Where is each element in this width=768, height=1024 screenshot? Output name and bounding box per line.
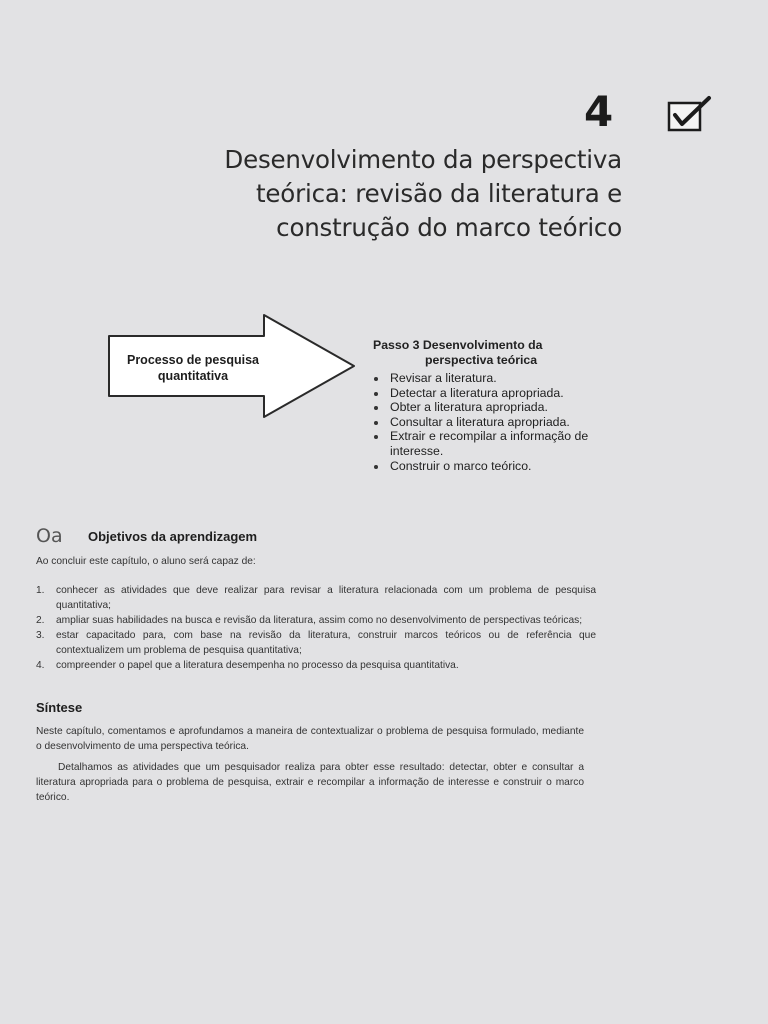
objectives-header [36, 527, 257, 545]
objectives-item-number: 1. [36, 585, 45, 596]
step-box [373, 338, 613, 473]
objectives-item-text: conhecer as atividades que deve realizar para revisar a literatura relacionada com um problema de pesquisa quantitativa; [56, 585, 596, 611]
objectives-item [36, 583, 596, 613]
objectives-item-number: 4. [36, 660, 45, 671]
chapter-number: 4 [584, 87, 614, 136]
objectives-title: Objetivos da aprendizagem [88, 528, 258, 544]
checkbox-check-icon [667, 95, 713, 135]
step-list-item: Obter a literatura apropriada. [373, 400, 613, 415]
chapter-title-line: teórica: revisão da literatura e [256, 179, 622, 208]
oa-icon [36, 527, 74, 545]
step-heading-line: Passo 3 Desenvolvimento da [373, 338, 543, 352]
chapter-title [150, 143, 622, 245]
svg-text:Oa: Oa [36, 527, 63, 545]
synthesis-paragraph: Neste capítulo, comentamos e aprofundamos a maneira de contextualizar o problema de pesquisa formulado, mediante o desenvolvimento de uma perspectiva teórica. [36, 726, 584, 752]
step-list-item: Construir o marco teórico. [373, 459, 613, 474]
synthesis-title: Síntese [36, 700, 83, 715]
step-list-item: Consultar a literatura apropriada. [373, 415, 613, 430]
step-list-item: Extrair e recompilar a informação de interesse. [373, 429, 613, 458]
objectives-item-number: 3. [36, 630, 45, 641]
objectives-intro: Ao concluir este capítulo, o aluno será capaz de: [36, 556, 256, 567]
objectives-item [36, 613, 596, 628]
objectives-item [36, 658, 596, 673]
objectives-list [36, 583, 596, 673]
step-list-item: Revisar a literatura. [373, 371, 613, 386]
process-arrow-label: Processo de pesquisa quantitativa [126, 353, 259, 383]
step-heading-line: perspectiva teórica [425, 353, 538, 367]
objectives-item-text: ampliar suas habilidades na busca e revisão da literatura, assim como no desenvolvimento de perspectivas teóricas; [56, 615, 583, 626]
step-list [373, 371, 613, 473]
synthesis-paragraph: Detalhamos as atividades que um pesquisador realiza para obter esse resultado: detectar, obter e consultar a literatura apropriada para o problema de pesquisa, extrair e recompilar a informação de interesse e construir o marco teórico. [36, 762, 584, 803]
step-heading [373, 338, 613, 368]
objectives-item-text: compreender o papel que a literatura desempenha no processo da pesquisa quantitativa. [56, 660, 459, 671]
objectives-item [36, 628, 596, 658]
objectives-item-text: estar capacitado para, com base na revisão da literatura, construir marcos teóricos ou de referência que contextualizem um problema de pesquisa quantitativa; [56, 630, 596, 656]
chapter-title-line: construção do marco teórico [276, 213, 622, 242]
chapter-title-line: Desenvolvimento da perspectiva [224, 145, 622, 174]
step-list-item: Detectar a literatura apropriada. [373, 386, 613, 401]
objectives-item-number: 2. [36, 615, 45, 626]
